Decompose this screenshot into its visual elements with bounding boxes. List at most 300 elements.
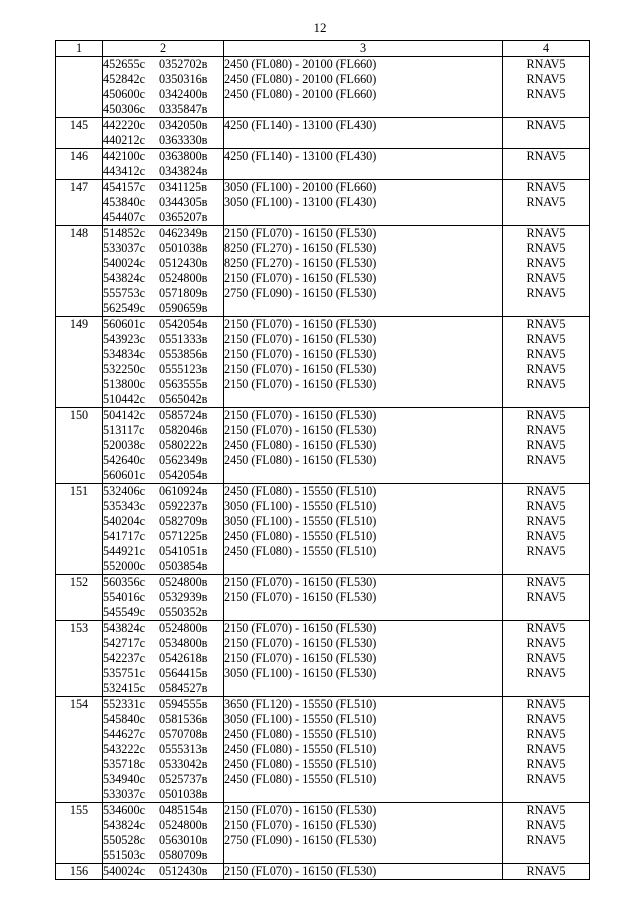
coordinate-point — [103, 590, 223, 605]
column-header-2: 2 — [103, 41, 224, 57]
latitude: 533037с — [103, 787, 145, 801]
coordinate-point — [103, 102, 223, 117]
navigation-spec: RNAV5 — [526, 271, 566, 285]
flight-levels-cell — [224, 180, 503, 226]
longitude: 0563555в — [159, 377, 208, 391]
route-number-cell — [56, 621, 103, 697]
flight-level-range: 2150 (FL070) - 16150 (FL530) — [224, 818, 377, 832]
longitude: 0580709в — [159, 848, 208, 862]
navigation-spec: RNAV5 — [526, 332, 566, 346]
navigation-spec-cell — [503, 621, 590, 697]
flight-level-range: 2150 (FL070) - 16150 (FL530) — [224, 864, 377, 878]
column-header-1: 1 — [56, 41, 103, 57]
flight-level-range: 3050 (FL100) - 16150 (FL530) — [224, 666, 377, 680]
flight-levels-cell — [224, 621, 503, 697]
table-row — [56, 226, 590, 317]
table-body — [56, 57, 590, 880]
longitude: 0553856в — [159, 347, 208, 361]
coordinate-point — [103, 87, 223, 102]
navigation-spec: RNAV5 — [526, 544, 566, 558]
table-row — [56, 864, 590, 880]
longitude: 0525737в — [159, 772, 208, 786]
coordinates-cell — [103, 180, 224, 226]
flight-levels-cell — [224, 118, 503, 149]
coordinate-point — [103, 499, 223, 514]
flight-levels-cell — [224, 317, 503, 408]
flight-level-range: 2150 (FL070) - 16150 (FL530) — [224, 590, 377, 604]
coordinate-point — [103, 666, 223, 681]
navigation-spec-cell — [503, 575, 590, 621]
coordinate-point — [103, 438, 223, 453]
latitude: 560601с — [103, 468, 145, 482]
latitude: 540204с — [103, 514, 145, 528]
coordinate-point — [103, 423, 223, 438]
latitude: 555753с — [103, 286, 145, 300]
flight-level-range: 3650 (FL120) - 15550 (FL510) — [224, 697, 377, 711]
latitude: 560356с — [103, 575, 145, 589]
flight-levels-cell — [224, 803, 503, 864]
latitude: 535751с — [103, 666, 145, 680]
table-row — [56, 697, 590, 803]
route-number-cell — [56, 317, 103, 408]
navigation-spec: RNAV5 — [526, 408, 566, 422]
flight-level-range: 2450 (FL080) - 15550 (FL510) — [224, 529, 377, 543]
longitude: 0582709в — [159, 514, 208, 528]
flight-level-range: 2150 (FL070) - 16150 (FL530) — [224, 408, 377, 422]
latitude: 552000с — [103, 559, 145, 573]
navigation-spec-cell — [503, 864, 590, 880]
route-number-cell — [56, 697, 103, 803]
coordinate-point — [103, 514, 223, 529]
route-number: 152 — [69, 575, 89, 589]
longitude: 0365207в — [159, 210, 208, 224]
navigation-spec-cell — [503, 803, 590, 864]
navigation-spec-cell — [503, 317, 590, 408]
longitude: 0344305в — [159, 195, 208, 209]
flight-level-range: 3050 (FL100) - 15550 (FL510) — [224, 514, 377, 528]
longitude: 0501038в — [159, 241, 208, 255]
coordinate-point — [103, 362, 223, 377]
navigation-spec: RNAV5 — [526, 180, 566, 194]
flight-level-range: 3050 (FL100) - 13100 (FL430) — [224, 195, 377, 209]
flight-level-range: 2450 (FL080) - 15550 (FL510) — [224, 757, 377, 771]
coordinate-point — [103, 72, 223, 87]
route-number: 153 — [69, 621, 89, 635]
longitude: 0551333в — [159, 332, 208, 346]
latitude: 454157с — [103, 180, 145, 194]
flight-level-range: 2150 (FL070) - 16150 (FL530) — [224, 423, 377, 437]
navigation-spec: RNAV5 — [526, 57, 566, 71]
longitude: 0524800в — [159, 575, 208, 589]
flight-levels-cell — [224, 697, 503, 803]
coordinate-point — [103, 317, 223, 332]
latitude: 534834с — [103, 347, 145, 361]
flight-levels-cell — [224, 226, 503, 317]
coordinate-point — [103, 772, 223, 787]
coordinates-cell — [103, 408, 224, 484]
latitude: 534940с — [103, 772, 145, 786]
longitude: 0580222в — [159, 438, 208, 452]
column-header-3: 3 — [224, 41, 503, 57]
flight-level-range: 2450 (FL080) - 15550 (FL510) — [224, 772, 377, 786]
latitude: 540024с — [103, 864, 145, 878]
latitude: 533037с — [103, 241, 145, 255]
longitude: 0564415в — [159, 666, 208, 680]
longitude: 0581536в — [159, 712, 208, 726]
latitude: 543222с — [103, 742, 145, 756]
longitude: 0342400в — [159, 87, 208, 101]
route-number-cell — [56, 118, 103, 149]
latitude: 510442с — [103, 392, 145, 406]
coordinates-cell — [103, 317, 224, 408]
table-row — [56, 149, 590, 180]
flight-levels-cell — [224, 484, 503, 575]
page-number: 12 — [313, 20, 327, 35]
route-number-cell — [56, 149, 103, 180]
flight-level-range: 2450 (FL080) - 16150 (FL530) — [224, 453, 377, 467]
longitude: 0555123в — [159, 362, 208, 376]
coordinate-point — [103, 864, 223, 879]
coordinate-point — [103, 848, 223, 863]
latitude: 520038с — [103, 438, 145, 452]
longitude: 0524800в — [159, 621, 208, 635]
navigation-spec-cell — [503, 118, 590, 149]
route-number: 148 — [69, 226, 89, 240]
table-row — [56, 317, 590, 408]
route-table — [55, 40, 590, 880]
navigation-spec: RNAV5 — [526, 575, 566, 589]
coordinate-point — [103, 621, 223, 636]
flight-level-range: 2150 (FL070) - 16150 (FL530) — [224, 636, 377, 650]
latitude: 513117с — [103, 423, 145, 437]
navigation-spec: RNAV5 — [526, 484, 566, 498]
latitude: 443412с — [103, 164, 145, 178]
coordinate-point — [103, 271, 223, 286]
navigation-spec: RNAV5 — [526, 864, 566, 878]
navigation-spec: RNAV5 — [526, 697, 566, 711]
coordinate-point — [103, 377, 223, 392]
coordinate-point — [103, 57, 223, 72]
latitude: 550528с — [103, 833, 145, 847]
navigation-spec: RNAV5 — [526, 286, 566, 300]
navigation-spec: RNAV5 — [526, 149, 566, 163]
coordinate-point — [103, 605, 223, 620]
navigation-spec: RNAV5 — [526, 226, 566, 240]
latitude: 551503с — [103, 848, 145, 862]
longitude: 0462349в — [159, 226, 208, 240]
route-number-cell — [56, 226, 103, 317]
navigation-spec: RNAV5 — [526, 347, 566, 361]
longitude: 0542054в — [159, 468, 208, 482]
table-header-row — [56, 41, 590, 57]
flight-level-range: 2750 (FL090) - 16150 (FL530) — [224, 833, 377, 847]
coordinate-point — [103, 803, 223, 818]
navigation-spec-cell — [503, 149, 590, 180]
latitude: 504142с — [103, 408, 145, 422]
coordinate-point — [103, 408, 223, 423]
route-number-cell — [56, 408, 103, 484]
coordinates-cell — [103, 118, 224, 149]
flight-level-range: 2150 (FL070) - 16150 (FL530) — [224, 271, 377, 285]
longitude: 0352702в — [159, 57, 208, 71]
flight-level-range: 3050 (FL100) - 20100 (FL660) — [224, 180, 377, 194]
longitude: 0350316в — [159, 72, 208, 86]
navigation-spec: RNAV5 — [526, 772, 566, 786]
latitude: 543824с — [103, 818, 145, 832]
latitude: 535718с — [103, 757, 145, 771]
flight-level-range: 2150 (FL070) - 16150 (FL530) — [224, 317, 377, 331]
coordinate-point — [103, 712, 223, 727]
coordinate-point — [103, 241, 223, 256]
navigation-spec: RNAV5 — [526, 651, 566, 665]
navigation-spec: RNAV5 — [526, 256, 566, 270]
route-number: 150 — [69, 408, 89, 422]
longitude: 0533042в — [159, 757, 208, 771]
coordinate-point — [103, 286, 223, 301]
route-number-cell — [56, 180, 103, 226]
flight-levels-cell — [224, 149, 503, 180]
table-header — [56, 41, 590, 57]
coordinate-point — [103, 544, 223, 559]
longitude: 0571225в — [159, 529, 208, 543]
route-number: 149 — [69, 317, 89, 331]
longitude: 0565042в — [159, 392, 208, 406]
coordinate-point — [103, 210, 223, 225]
coordinate-point — [103, 468, 223, 483]
navigation-spec: RNAV5 — [526, 453, 566, 467]
navigation-spec: RNAV5 — [526, 727, 566, 741]
coordinate-point — [103, 133, 223, 148]
coordinate-point — [103, 180, 223, 195]
latitude: 560601с — [103, 317, 145, 331]
navigation-spec: RNAV5 — [526, 377, 566, 391]
navigation-spec: RNAV5 — [526, 514, 566, 528]
longitude: 0541051в — [159, 544, 208, 558]
navigation-spec-cell — [503, 697, 590, 803]
latitude: 542640с — [103, 453, 145, 467]
flight-level-range: 2750 (FL090) - 16150 (FL530) — [224, 286, 377, 300]
latitude: 454407с — [103, 210, 145, 224]
flight-level-range: 2450 (FL080) - 15550 (FL510) — [224, 742, 377, 756]
navigation-spec-cell — [503, 408, 590, 484]
flight-level-range: 2150 (FL070) - 16150 (FL530) — [224, 575, 377, 589]
coordinate-point — [103, 256, 223, 271]
longitude: 0363330в — [159, 133, 208, 147]
latitude: 544921с — [103, 544, 145, 558]
flight-level-range: 8250 (FL270) - 16150 (FL530) — [224, 256, 377, 270]
longitude: 0610924в — [159, 484, 208, 498]
navigation-spec: RNAV5 — [526, 621, 566, 635]
route-number-cell — [56, 57, 103, 118]
latitude: 542237с — [103, 651, 145, 665]
longitude: 0542054в — [159, 317, 208, 331]
flight-level-range: 2450 (FL080) - 16150 (FL530) — [224, 438, 377, 452]
flight-level-range: 2150 (FL070) - 16150 (FL530) — [224, 226, 377, 240]
flight-level-range: 2150 (FL070) - 16150 (FL530) — [224, 347, 377, 361]
flight-levels-cell — [224, 575, 503, 621]
navigation-spec: RNAV5 — [526, 241, 566, 255]
coordinates-cell — [103, 484, 224, 575]
latitude: 535343с — [103, 499, 145, 513]
latitude: 513800с — [103, 377, 145, 391]
flight-level-range: 3050 (FL100) - 15550 (FL510) — [224, 499, 377, 513]
longitude: 0512430в — [159, 864, 208, 878]
latitude: 452655с — [103, 57, 145, 71]
flight-level-range: 2450 (FL080) - 20100 (FL660) — [224, 87, 377, 101]
longitude: 0512430в — [159, 256, 208, 270]
coordinate-point — [103, 636, 223, 651]
flight-level-range: 2150 (FL070) - 16150 (FL530) — [224, 803, 377, 817]
longitude: 0501038в — [159, 787, 208, 801]
latitude: 442100с — [103, 149, 145, 163]
table-row — [56, 621, 590, 697]
longitude: 0524800в — [159, 818, 208, 832]
flight-levels-cell — [224, 408, 503, 484]
longitude: 0555313в — [159, 742, 208, 756]
latitude: 452842с — [103, 72, 145, 86]
latitude: 543824с — [103, 621, 145, 635]
coordinate-point — [103, 164, 223, 179]
flight-levels-cell — [224, 57, 503, 118]
coordinate-point — [103, 484, 223, 499]
coordinate-point — [103, 529, 223, 544]
coordinate-point — [103, 118, 223, 133]
latitude: 562549с — [103, 301, 145, 315]
coordinate-point — [103, 559, 223, 574]
navigation-spec: RNAV5 — [526, 87, 566, 101]
longitude: 0571809в — [159, 286, 208, 300]
navigation-spec: RNAV5 — [526, 438, 566, 452]
route-number: 154 — [69, 697, 89, 711]
longitude: 0563010в — [159, 833, 208, 847]
longitude: 0542618в — [159, 651, 208, 665]
navigation-spec: RNAV5 — [526, 757, 566, 771]
longitude: 0532939в — [159, 590, 208, 604]
route-number: 151 — [69, 484, 89, 498]
coordinate-point — [103, 697, 223, 712]
navigation-spec: RNAV5 — [526, 499, 566, 513]
coordinates-cell — [103, 864, 224, 880]
route-number — [56, 57, 102, 72]
longitude: 0343824в — [159, 164, 208, 178]
longitude: 0585724в — [159, 408, 208, 422]
latitude: 544627с — [103, 727, 145, 741]
route-number-cell — [56, 803, 103, 864]
table-row — [56, 180, 590, 226]
navigation-spec: RNAV5 — [526, 118, 566, 132]
route-number-cell — [56, 575, 103, 621]
table-row — [56, 803, 590, 864]
table-row — [56, 575, 590, 621]
longitude: 0562349в — [159, 453, 208, 467]
longitude: 0341125в — [159, 180, 207, 194]
latitude: 543824с — [103, 271, 145, 285]
coordinate-point — [103, 727, 223, 742]
table-row — [56, 57, 590, 118]
coordinate-point — [103, 149, 223, 164]
table-row — [56, 484, 590, 575]
coordinate-point — [103, 332, 223, 347]
flight-level-range: 8250 (FL270) - 16150 (FL530) — [224, 241, 377, 255]
latitude: 534600с — [103, 803, 145, 817]
flight-level-range: 2450 (FL080) - 15550 (FL510) — [224, 544, 377, 558]
longitude: 0584527в — [159, 681, 208, 695]
coordinates-cell — [103, 575, 224, 621]
coordinates-cell — [103, 803, 224, 864]
latitude: 532406с — [103, 484, 145, 498]
route-number: 145 — [69, 118, 89, 132]
navigation-spec: RNAV5 — [526, 742, 566, 756]
coordinate-point — [103, 787, 223, 802]
flight-level-range: 2150 (FL070) - 16150 (FL530) — [224, 377, 377, 391]
navigation-spec: RNAV5 — [526, 195, 566, 209]
navigation-spec: RNAV5 — [526, 362, 566, 376]
coordinate-point — [103, 301, 223, 316]
navigation-spec: RNAV5 — [526, 666, 566, 680]
flight-level-range: 4250 (FL140) - 13100 (FL430) — [224, 149, 377, 163]
navigation-spec-cell — [503, 57, 590, 118]
latitude: 552331с — [103, 697, 145, 711]
navigation-spec: RNAV5 — [526, 72, 566, 86]
flight-level-range: 2450 (FL080) - 20100 (FL660) — [224, 72, 377, 86]
navigation-spec-cell — [503, 484, 590, 575]
route-number: 155 — [69, 803, 89, 817]
navigation-spec: RNAV5 — [526, 712, 566, 726]
latitude: 532415с — [103, 681, 145, 695]
coordinate-point — [103, 681, 223, 696]
navigation-spec-cell — [503, 226, 590, 317]
longitude: 0534800в — [159, 636, 208, 650]
longitude: 0590659в — [159, 301, 208, 315]
navigation-spec: RNAV5 — [526, 590, 566, 604]
coordinate-point — [103, 742, 223, 757]
latitude: 450600с — [103, 87, 145, 101]
longitude: 0570708в — [159, 727, 208, 741]
coordinate-point — [103, 195, 223, 210]
coordinate-point — [103, 833, 223, 848]
navigation-spec: RNAV5 — [526, 803, 566, 817]
route-number-cell — [56, 484, 103, 575]
latitude: 453840с — [103, 195, 145, 209]
route-number-cell — [56, 864, 103, 880]
longitude: 0485154в — [159, 803, 208, 817]
latitude: 545840с — [103, 712, 145, 726]
latitude: 542717с — [103, 636, 145, 650]
route-number: 156 — [69, 864, 89, 878]
coordinates-cell — [103, 226, 224, 317]
navigation-spec: RNAV5 — [526, 423, 566, 437]
coordinates-cell — [103, 697, 224, 803]
flight-level-range: 3050 (FL100) - 15550 (FL510) — [224, 712, 377, 726]
latitude: 554016с — [103, 590, 145, 604]
route-number: 146 — [69, 149, 89, 163]
navigation-spec: RNAV5 — [526, 833, 566, 847]
flight-level-range: 2150 (FL070) - 16150 (FL530) — [224, 651, 377, 665]
coordinate-point — [103, 226, 223, 241]
coordinate-point — [103, 453, 223, 468]
flight-level-range: 2150 (FL070) - 16150 (FL530) — [224, 362, 377, 376]
longitude: 0342050в — [159, 118, 208, 132]
coordinate-point — [103, 757, 223, 772]
latitude: 545549с — [103, 605, 145, 619]
table-row — [56, 118, 590, 149]
longitude: 0363800в — [159, 149, 208, 163]
navigation-spec-cell — [503, 180, 590, 226]
latitude: 543923с — [103, 332, 145, 346]
longitude: 0592237в — [159, 499, 208, 513]
flight-levels-cell — [224, 864, 503, 880]
coordinates-cell — [103, 621, 224, 697]
